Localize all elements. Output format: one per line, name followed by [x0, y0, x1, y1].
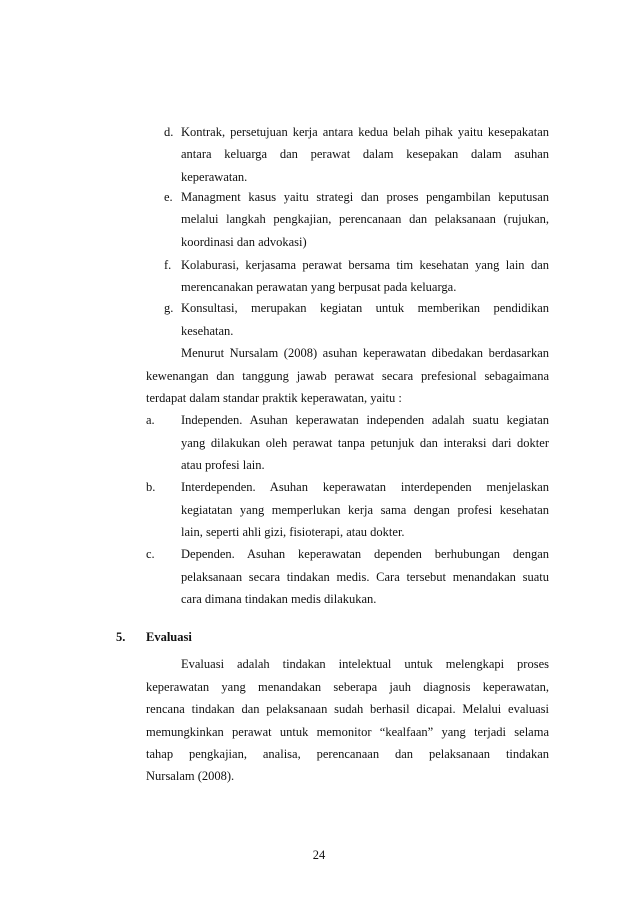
- list-item-line: keperawatan.: [181, 170, 248, 184]
- list-item-line: Konsultasi, merupakan kegiatan untuk memberikan pendidikan: [181, 301, 549, 315]
- list-marker: e.: [164, 190, 173, 204]
- paragraph-line: memungkinkan perawat untuk memonitor “kealfaan” yang terjadi selama: [146, 725, 549, 739]
- list-marker: a.: [146, 413, 155, 427]
- list-marker: d.: [164, 125, 174, 139]
- list-item-line: Kolaburasi, kerjasama perawat bersama tim kesehatan yang lain dan: [181, 258, 549, 272]
- list-item-line: melalui langkah pengkajian, perencanaan dan pelaksanaan (rujukan,: [181, 212, 549, 226]
- list-item-line: Managment kasus yaitu strategi dan proses pengambilan keputusan: [181, 190, 549, 204]
- paragraph-line: tahap pengkajian, analisa, perencanaan dan pelaksanaan tindakan: [146, 747, 549, 761]
- list-item-line: koordinasi dan advokasi): [181, 235, 307, 249]
- list-item-line: kegiatatan yang memperlukan kerja sama dengan profesi kesehatan: [181, 503, 549, 517]
- paragraph-line: Nursalam (2008).: [146, 769, 235, 783]
- page-number: 24: [312, 848, 326, 862]
- paragraph-line: terdapat dalam standar praktik keperawatan, yaitu :: [146, 391, 402, 405]
- section-title: Evaluasi: [146, 630, 192, 644]
- list-item-line: yang dilakukan oleh perawat tanpa petunjuk dan interaksi dari dokter: [181, 436, 549, 450]
- list-marker: f.: [164, 258, 172, 272]
- paragraph-line: keperawatan yang menandakan seberapa jauh diagnosis keperawatan,: [146, 680, 549, 694]
- list-item-line: pelaksanaan secara tindakan medis. Cara tersebut menandakan suatu: [181, 570, 549, 584]
- list-item-line: lain, seperti ahli gizi, fisioterapi, atau dokter.: [181, 525, 405, 539]
- list-item-line: merencanakan perawatan yang berpusat pada keluarga.: [181, 280, 457, 294]
- list-item-line: Independen. Asuhan keperawatan independen adalah suatu kegiatan: [181, 413, 549, 427]
- list-marker: b.: [146, 480, 156, 494]
- list-item-line: Kontrak, persetujuan kerja antara kedua belah pihak yaitu kesepakatan: [181, 125, 549, 139]
- list-item-line: antara keluarga dan perawat dalam kesepakan dalam asuhan: [181, 147, 549, 161]
- section-number: 5.: [116, 630, 126, 644]
- list-marker: g.: [164, 301, 174, 315]
- paragraph-line: kewenangan dan tanggung jawab perawat secara prefesional sebagaimana: [146, 369, 549, 383]
- list-marker: c.: [146, 547, 155, 561]
- list-item-line: Dependen. Asuhan keperawatan dependen berhubungan dengan: [181, 547, 549, 561]
- list-item-line: kesehatan.: [181, 324, 234, 338]
- list-item-line: cara dimana tindakan medis dilakukan.: [181, 592, 377, 606]
- paragraph-line: Menurut Nursalam (2008) asuhan keperawatan dibedakan berdasarkan: [181, 346, 549, 360]
- list-item-line: Interdependen. Asuhan keperawatan interdependen menjelaskan: [181, 480, 549, 494]
- paragraph-line: rencana tindakan dan pelaksanaan sudah berhasil dicapai. Melalui evaluasi: [146, 702, 549, 716]
- list-item-line: atau profesi lain.: [181, 458, 265, 472]
- paragraph-line: Evaluasi adalah tindakan intelektual untuk melengkapi proses: [181, 657, 549, 671]
